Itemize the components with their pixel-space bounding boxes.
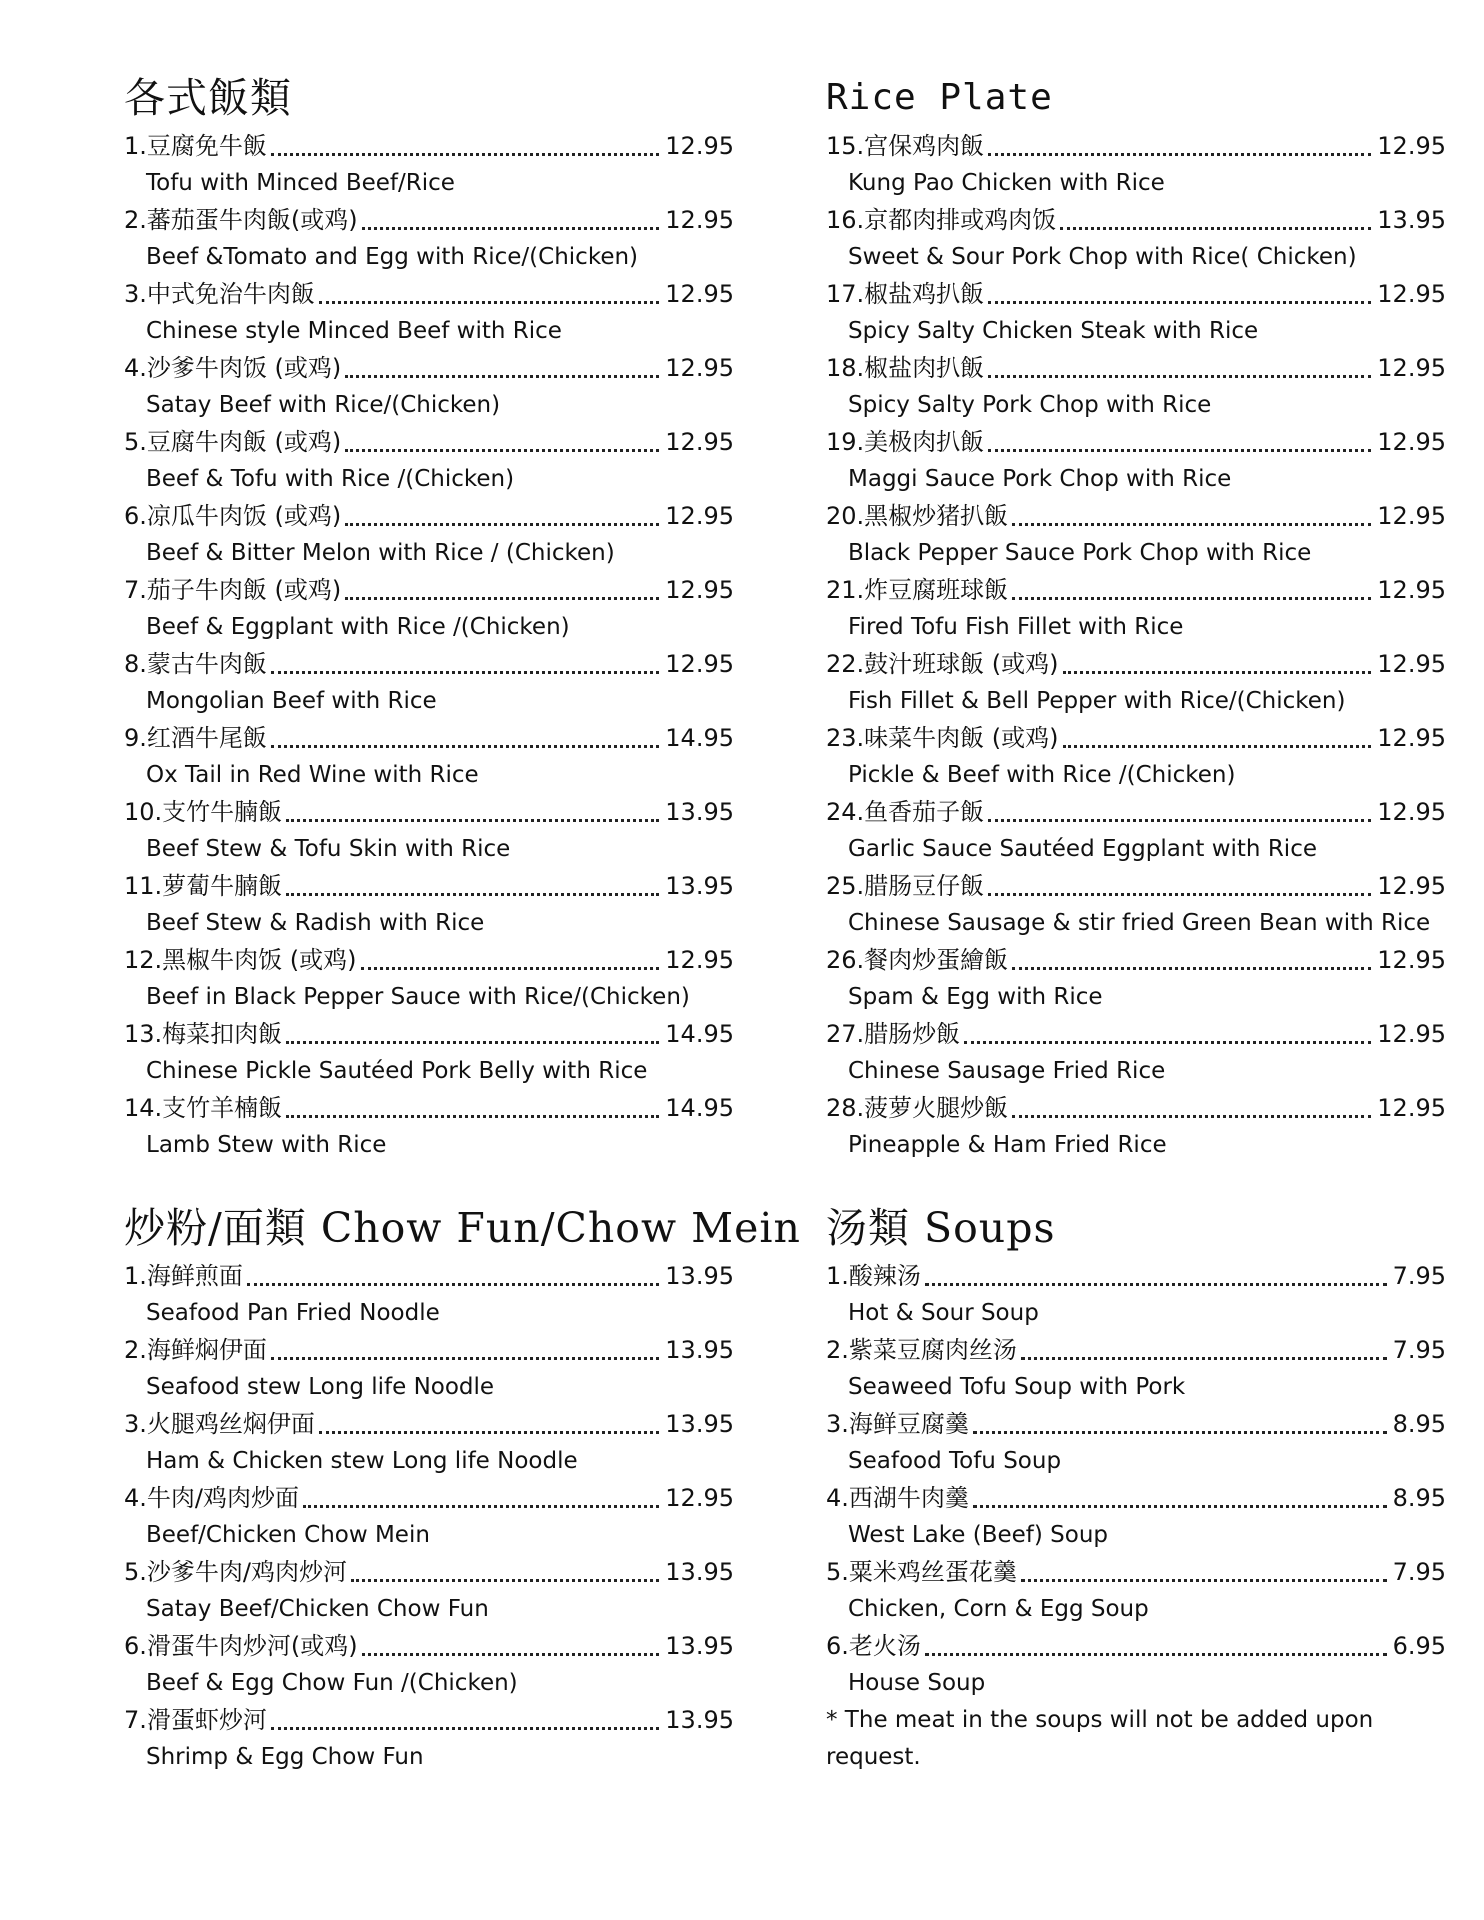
item-name: 17.椒盐鸡扒飯 [826,280,985,308]
item-price: 12.95 [1377,650,1446,678]
item-price: 12.95 [665,576,734,604]
menu-item [826,350,1446,424]
dot-leader [1063,671,1372,674]
item-name: 13.梅菜扣肉飯 [124,1020,283,1048]
menu-item [826,128,1446,202]
item-english-name: Beef Stew & Tofu Skin with Rice [146,836,511,862]
dot-leader [362,227,660,230]
item-english-name: Spicy Salty Pork Chop with Rice [848,392,1212,418]
dot-leader [1012,597,1371,600]
menu-item-line [826,942,1446,979]
item-name: 24.鱼香茄子飯 [826,798,985,826]
item-price: 6.95 [1392,1632,1446,1660]
dot-leader [988,449,1371,452]
item-name: 11.萝蔔牛腩飯 [124,872,283,900]
item-english-name: House Soup [848,1670,986,1696]
item-price: 13.95 [665,1336,734,1364]
dot-leader [1012,1115,1371,1118]
item-price: 12.95 [1377,872,1446,900]
item-price: 12.95 [1377,280,1446,308]
menu-item-line [124,1702,734,1739]
menu-item-line [124,350,734,387]
menu-item-line [124,794,734,831]
menu-item-line [826,1554,1446,1591]
dot-leader [345,597,659,600]
item-price: 12.95 [1377,1094,1446,1122]
item-english-name: Chinese Sausage & stir fried Green Bean with Rice [848,910,1431,936]
item-price: 7.95 [1392,1262,1446,1290]
menu-item [124,794,734,868]
item-name: 25.腊肠豆仔飯 [826,872,985,900]
menu-item [124,1554,734,1628]
item-name: 20.黑椒炒猪扒飯 [826,502,1009,530]
menu-item-line [826,1090,1446,1127]
item-price: 12.95 [665,1484,734,1512]
item-price: 13.95 [665,872,734,900]
item-price: 12.95 [665,354,734,382]
menu-item-line [826,572,1446,609]
item-name: 19.美极肉扒飯 [826,428,985,456]
item-price: 14.95 [665,1020,734,1048]
menu-item [826,1406,1446,1480]
item-name: 15.宫保鸡肉飯 [826,132,985,160]
item-english-name: Chicken, Corn & Egg Soup [848,1596,1149,1622]
menu-item [826,1480,1446,1554]
dot-leader [1012,523,1371,526]
item-english-name: Seafood Tofu Soup [848,1448,1062,1474]
menu-item [826,794,1446,868]
item-price: 12.95 [665,132,734,160]
menu-item [826,1016,1446,1090]
dot-leader [286,1115,659,1118]
item-price: 8.95 [1392,1484,1446,1512]
item-english-name: Beef &Tomato and Egg with Rice/(Chicken) [146,244,639,270]
menu-item-line [826,868,1446,905]
item-name: 3.中式免治牛肉飯 [124,280,315,308]
item-name: 26.餐肉炒蛋繪飯 [826,946,1009,974]
item-price: 12.95 [1377,946,1446,974]
item-price: 12.95 [665,946,734,974]
item-english-name: Black Pepper Sauce Pork Chop with Rice [848,540,1312,566]
dot-leader [286,819,659,822]
item-english-name: Shrimp & Egg Chow Fun [146,1744,424,1770]
menu-item [826,498,1446,572]
item-english-name: Pineapple & Ham Fried Rice [848,1132,1167,1158]
menu-item [124,1332,734,1406]
menu-item-line [826,1406,1446,1443]
item-price: 7.95 [1392,1558,1446,1586]
dot-leader [988,375,1371,378]
dot-leader [1021,1357,1387,1360]
menu-list [826,128,1446,1164]
menu-item-line [124,1016,734,1053]
menu-item-line [124,1406,734,1443]
item-english-name: Sweet & Sour Pork Chop with Rice( Chicken) [848,244,1357,270]
dot-leader [303,1505,659,1508]
section-title: Rice Plate [826,77,1053,118]
item-english-name: Beef in Black Pepper Sauce with Rice/(Chicken) [146,984,690,1010]
menu-item [124,1090,734,1164]
item-price: 14.95 [665,1094,734,1122]
menu-item-line [124,942,734,979]
menu-item-line [826,1332,1446,1369]
dot-leader [361,967,660,970]
dot-leader [973,1505,1387,1508]
menu-item [124,720,734,794]
item-english-name: Beef & Tofu with Rice /(Chicken) [146,466,515,492]
item-name: 22.鼓汁班球飯 (或鸡) [826,650,1059,678]
item-english-name: Spicy Salty Chicken Steak with Rice [848,318,1259,344]
menu-item [826,202,1446,276]
menu-item-line [124,1258,734,1295]
item-price: 13.95 [665,1410,734,1438]
menu-item-line [124,1480,734,1517]
menu-item-line [826,350,1446,387]
dot-leader [1021,1579,1387,1582]
item-english-name: Spam & Egg with Rice [848,984,1103,1010]
dot-leader [271,745,659,748]
item-price: 13.95 [665,1558,734,1586]
dot-leader [988,301,1371,304]
item-english-name: Lamb Stew with Rice [146,1132,387,1158]
menu-item [124,1480,734,1554]
menu-item [826,942,1446,1016]
item-name: 9.红酒牛尾飯 [124,724,267,752]
item-name: 3.火腿鸡丝焖伊面 [124,1410,315,1438]
menu-item-line [826,1016,1446,1053]
menu-item-line [124,1090,734,1127]
dot-leader [1012,967,1371,970]
item-english-name: Mongolian Beef with Rice [146,688,437,714]
item-price: 8.95 [1392,1410,1446,1438]
dot-leader [271,153,659,156]
item-name: 5.沙爹牛肉/鸡肉炒河 [124,1558,347,1586]
dot-leader [286,893,659,896]
dot-leader [988,819,1371,822]
menu-item [124,424,734,498]
dot-leader [362,1653,660,1656]
menu-list [826,1258,1446,1702]
section-title: 炒粉/面類 Chow Fun/Chow Mein [124,1204,801,1252]
item-price: 12.95 [1377,798,1446,826]
menu-item [124,498,734,572]
menu-item-line [826,276,1446,313]
menu-item-line [826,794,1446,831]
menu-item [826,1090,1446,1164]
item-english-name: Beef & Egg Chow Fun /(Chicken) [146,1670,518,1696]
item-name: 1.海鲜煎面 [124,1262,243,1290]
item-english-name: Fired Tofu Fish Fillet with Rice [848,614,1184,640]
item-price: 13.95 [665,798,734,826]
item-english-name: Beef & Bitter Melon with Rice / (Chicken) [146,540,615,566]
menu-item [124,202,734,276]
item-english-name: Garlic Sauce Sautéed Eggplant with Rice [848,836,1317,862]
menu-item [826,720,1446,794]
item-name: 16.京都肉排或鸡肉饭 [826,206,1057,234]
item-name: 10.支竹牛腩飯 [124,798,283,826]
menu-item-line [124,572,734,609]
item-english-name: Satay Beef/Chicken Chow Fun [146,1596,489,1622]
item-price: 12.95 [1377,724,1446,752]
item-price: 13.95 [665,1632,734,1660]
menu-item [826,1554,1446,1628]
dot-leader [1060,227,1371,230]
item-price: 14.95 [665,724,734,752]
item-price: 12.95 [1377,502,1446,530]
menu-item-line [124,498,734,535]
item-name: 4.沙爹牛肉饭 (或鸡) [124,354,342,382]
item-name: 1.豆腐免牛飯 [124,132,267,160]
menu-item-line [826,128,1446,165]
soups-section [826,1198,1446,1776]
dot-leader [345,375,659,378]
item-name: 27.腊肠炒飯 [826,1020,961,1048]
item-english-name: West Lake (Beef) Soup [848,1522,1109,1548]
menu-item [826,646,1446,720]
item-price: 12.95 [665,206,734,234]
item-english-name: Ox Tail in Red Wine with Rice [146,762,479,788]
item-english-name: Chinese Sausage Fried Rice [848,1058,1166,1084]
item-name: 7.茄子牛肉飯 (或鸡) [124,576,342,604]
menu-item [124,942,734,1016]
left-column [124,68,801,1776]
item-price: 7.95 [1392,1336,1446,1364]
dot-leader [247,1283,659,1286]
menu-item-line [826,498,1446,535]
menu-item-line [826,646,1446,683]
menu-item-line [124,868,734,905]
menu-item [826,1628,1446,1702]
menu-item [124,1406,734,1480]
item-price: 13.95 [665,1262,734,1290]
item-name: 6.滑蛋牛肉炒河(或鸡) [124,1632,358,1660]
item-name: 28.菠萝火腿炒飯 [826,1094,1009,1122]
menu-item-line [124,1628,734,1665]
item-name: 23.味菜牛肉飯 (或鸡) [826,724,1059,752]
menu-item-line [124,1332,734,1369]
menu-item [124,128,734,202]
rice-plate-section [826,68,1446,1164]
item-english-name: Maggi Sauce Pork Chop with Rice [848,466,1232,492]
menu-item [124,1258,734,1332]
item-name: 18.椒盐肉扒飯 [826,354,985,382]
item-name: 21.炸豆腐班球飯 [826,576,1009,604]
dot-leader [964,1041,1371,1044]
menu-item-line [124,276,734,313]
dot-leader [1063,745,1372,748]
menu-item [826,276,1446,350]
menu-item-line [826,1480,1446,1517]
item-english-name: Chinese style Minced Beef with Rice [146,318,562,344]
menu-item [124,1702,734,1776]
dot-leader [925,1283,1387,1286]
item-english-name: Kung Pao Chicken with Rice [848,170,1165,196]
menu-item-line [124,646,734,683]
item-english-name: Satay Beef with Rice/(Chicken) [146,392,501,418]
dot-leader [345,523,659,526]
item-name: 4.牛肉/鸡肉炒面 [124,1484,299,1512]
dot-leader [973,1431,1387,1434]
item-name: 12.黑椒牛肉饭 (或鸡) [124,946,357,974]
item-english-name: Seafood Pan Fried Noodle [146,1300,440,1326]
menu-item-line [124,1554,734,1591]
item-english-name: Tofu with Minced Beef/Rice [146,170,455,196]
dot-leader [271,1357,659,1360]
menu-item-line [124,128,734,165]
item-english-name: Beef & Eggplant with Rice /(Chicken) [146,614,570,640]
item-price: 12.95 [1377,354,1446,382]
menu-item [826,1258,1446,1332]
item-english-name: Fish Fillet & Bell Pepper with Rice/(Chicken) [848,688,1346,714]
item-name: 2.紫菜豆腐肉丝汤 [826,1336,1017,1364]
item-price: 12.95 [665,650,734,678]
menu-item [124,646,734,720]
item-name: 1.酸辣汤 [826,1262,921,1290]
dot-leader [319,301,659,304]
dot-leader [271,671,659,674]
item-price: 12.95 [665,428,734,456]
menu-item [124,1016,734,1090]
item-price: 13.95 [1377,206,1446,234]
item-english-name: Beef/Chicken Chow Mein [146,1522,430,1548]
item-english-name: Seafood stew Long life Noodle [146,1374,495,1400]
item-price: 12.95 [665,502,734,530]
item-name: 2.海鲜焖伊面 [124,1336,267,1364]
item-english-name: Ham & Chicken stew Long life Noodle [146,1448,578,1474]
item-price: 12.95 [1377,428,1446,456]
menu-item [826,424,1446,498]
section-title: 汤類 Soups [826,1204,1056,1252]
menu-item-line [826,720,1446,757]
item-price: 13.95 [665,1706,734,1734]
item-name: 14.支竹羊楠飯 [124,1094,283,1122]
item-price: 12.95 [1377,1020,1446,1048]
dot-leader [345,449,659,452]
menu-item [826,868,1446,942]
item-price: 12.95 [1377,576,1446,604]
item-english-name: Chinese Pickle Sautéed Pork Belly with Rice [146,1058,648,1084]
menu-list [124,1258,734,1776]
dot-leader [988,893,1371,896]
dot-leader [271,1727,659,1730]
menu-item [124,572,734,646]
dot-leader [319,1431,659,1434]
item-english-name: Pickle & Beef with Rice /(Chicken) [848,762,1236,788]
menu-item-line [826,1258,1446,1295]
menu-item [124,868,734,942]
dot-leader [351,1579,659,1582]
right-column [826,68,1446,1776]
item-name: 8.蒙古牛肉飯 [124,650,267,678]
item-english-name: Hot & Sour Soup [848,1300,1039,1326]
soup-note: * The meat in the soups will not be added upon request. [826,1707,1374,1770]
item-price: 12.95 [665,280,734,308]
menu-list [124,128,734,1164]
chow-fun-section [124,1198,801,1776]
rice-dishes-section [124,68,734,1164]
item-name: 5.豆腐牛肉飯 (或鸡) [124,428,342,456]
menu-item [826,1332,1446,1406]
item-name: 6.老火汤 [826,1632,921,1660]
item-name: 4.西湖牛肉羹 [826,1484,969,1512]
menu-item-line [826,1628,1446,1665]
menu-item [124,1628,734,1702]
item-price: 12.95 [1377,132,1446,160]
menu-item [124,350,734,424]
item-name: 7.滑蛋虾炒河 [124,1706,267,1734]
item-english-name: Beef Stew & Radish with Rice [146,910,485,936]
menu-item-line [826,424,1446,461]
menu-item [124,276,734,350]
menu-item-line [826,202,1446,239]
dot-leader [286,1041,659,1044]
item-english-name: Seaweed Tofu Soup with Pork [848,1374,1186,1400]
item-name: 6.凉瓜牛肉饭 (或鸡) [124,502,342,530]
menu-item-line [124,720,734,757]
item-name: 2.蕃茄蛋牛肉飯(或鸡) [124,206,358,234]
menu-item-line [124,424,734,461]
menu-item-line [124,202,734,239]
section-title: 各式飯類 [124,74,292,122]
dot-leader [988,153,1371,156]
item-name: 5.粟米鸡丝蛋花羹 [826,1558,1017,1586]
menu-item [826,572,1446,646]
item-name: 3.海鲜豆腐羹 [826,1410,969,1438]
dot-leader [925,1653,1387,1656]
